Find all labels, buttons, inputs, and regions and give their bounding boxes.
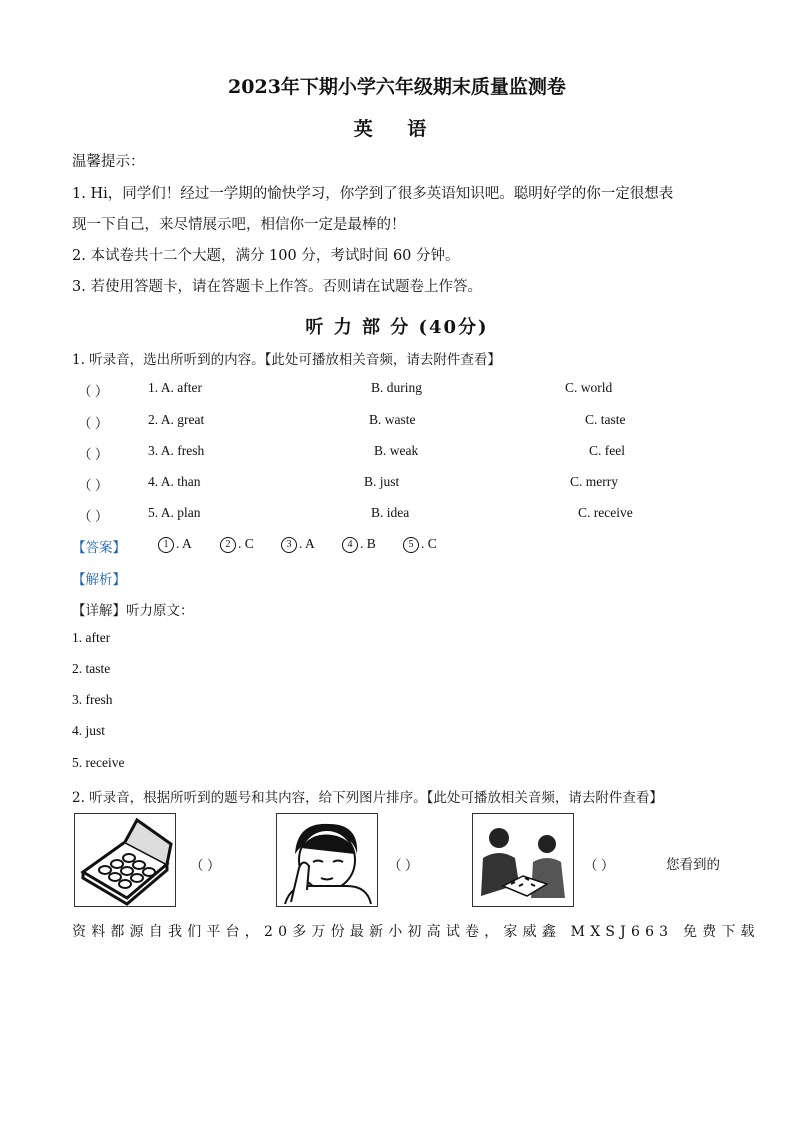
option-c: C. feel [589,443,625,458]
boy-icon [277,814,377,906]
option-a: 3. A. fresh [148,443,205,458]
option-c: C. taste [585,412,626,427]
answer-paren: （ ） [78,416,109,431]
box-icon [75,814,175,906]
q1-prompt: 1. 听录音，选出所听到的内容。【此处可播放相关音频，请去附件查看】 [72,352,501,368]
picture-box [74,813,176,907]
tip-line: 1. Hi，同学们！经过一学期的愉快学习，你学到了很多英语知识吧。聪明好学的你一定很想表 [72,186,674,202]
answer-number: 5 [403,537,419,553]
answer-number: 1 [158,537,174,553]
transcript-line: 3. fresh [72,692,113,707]
detail-label: 【详解】 [72,603,126,619]
answer-paren: （ ） [78,478,109,493]
tip-line: 3. 若使用答题卡，请在答题卡上作答。否则请在试题卷上作答。 [72,279,482,295]
answer-value: . A [176,536,192,551]
answer-label: 【答案】 [72,540,126,556]
answer-item [158,536,192,553]
answer-value: . A [299,536,315,551]
option-c: C. receive [578,505,633,520]
answer-item [281,536,315,553]
option-b: B. weak [374,443,419,458]
order-paren: （ ） [388,858,419,873]
analysis-label: 【解析】 [72,572,126,588]
exam-title: 2023年下期小学六年级期末质量监测卷 [228,76,566,98]
answer-paren: （ ） [78,384,109,399]
chess-players-icon [473,814,573,906]
transcript-line: 1. after [72,630,111,645]
answer-value: . C [421,536,437,551]
detail-text: 听力原文： [126,603,194,619]
q2-prompt: 2. 听录音，根据所听到的题号和其内容，给下列图片排序。【此处可播放相关音频，请去附件查看】 [72,790,663,806]
tips-heading: 温馨提示： [72,154,145,170]
answer-item [342,536,376,553]
option-b: B. waste [369,412,416,427]
option-a: 2. A. great [148,412,205,427]
option-c: C. merry [570,474,618,489]
option-a: 5. A. plan [148,505,201,520]
side-text: 您看到的 [666,857,720,873]
picture-boy [276,813,378,907]
detail-line [72,599,194,619]
section-title: 听 力 部 分 (40分) [305,317,489,338]
answer-value: . C [238,536,254,551]
option-a: 4. A. than [148,474,201,489]
subject-title: 英 语 [353,118,441,140]
option-b: B. idea [371,505,410,520]
order-paren: （ ） [584,858,615,873]
answer-number: 4 [342,537,358,553]
answer-item [220,536,254,553]
transcript-line: 5. receive [72,755,125,770]
option-a: 1. A. after [148,380,202,395]
answer-number: 2 [220,537,236,553]
option-b: B. during [371,380,423,395]
answer-number: 3 [281,537,297,553]
option-b: B. just [364,474,400,489]
footer-note: 资料都源自我们平台，20多万份最新小初高试卷，家威鑫 MXSJ663 免费下载 [72,924,760,940]
answer-paren: （ ） [78,509,109,524]
order-paren: （ ） [190,858,221,873]
tip-line: 2. 本试卷共十二个大题，满分 100 分，考试时间 60 分钟。 [72,248,460,264]
picture-chess [472,813,574,907]
tip-line: 现一下自己，来尽情展示吧，相信你一定是最棒的！ [72,217,406,233]
answer-paren: （ ） [78,447,109,462]
option-c: C. world [565,380,613,395]
answer-value: . B [360,536,376,551]
transcript-line: 2. taste [72,661,111,676]
transcript-line: 4. just [72,723,106,738]
answer-item [403,536,437,553]
